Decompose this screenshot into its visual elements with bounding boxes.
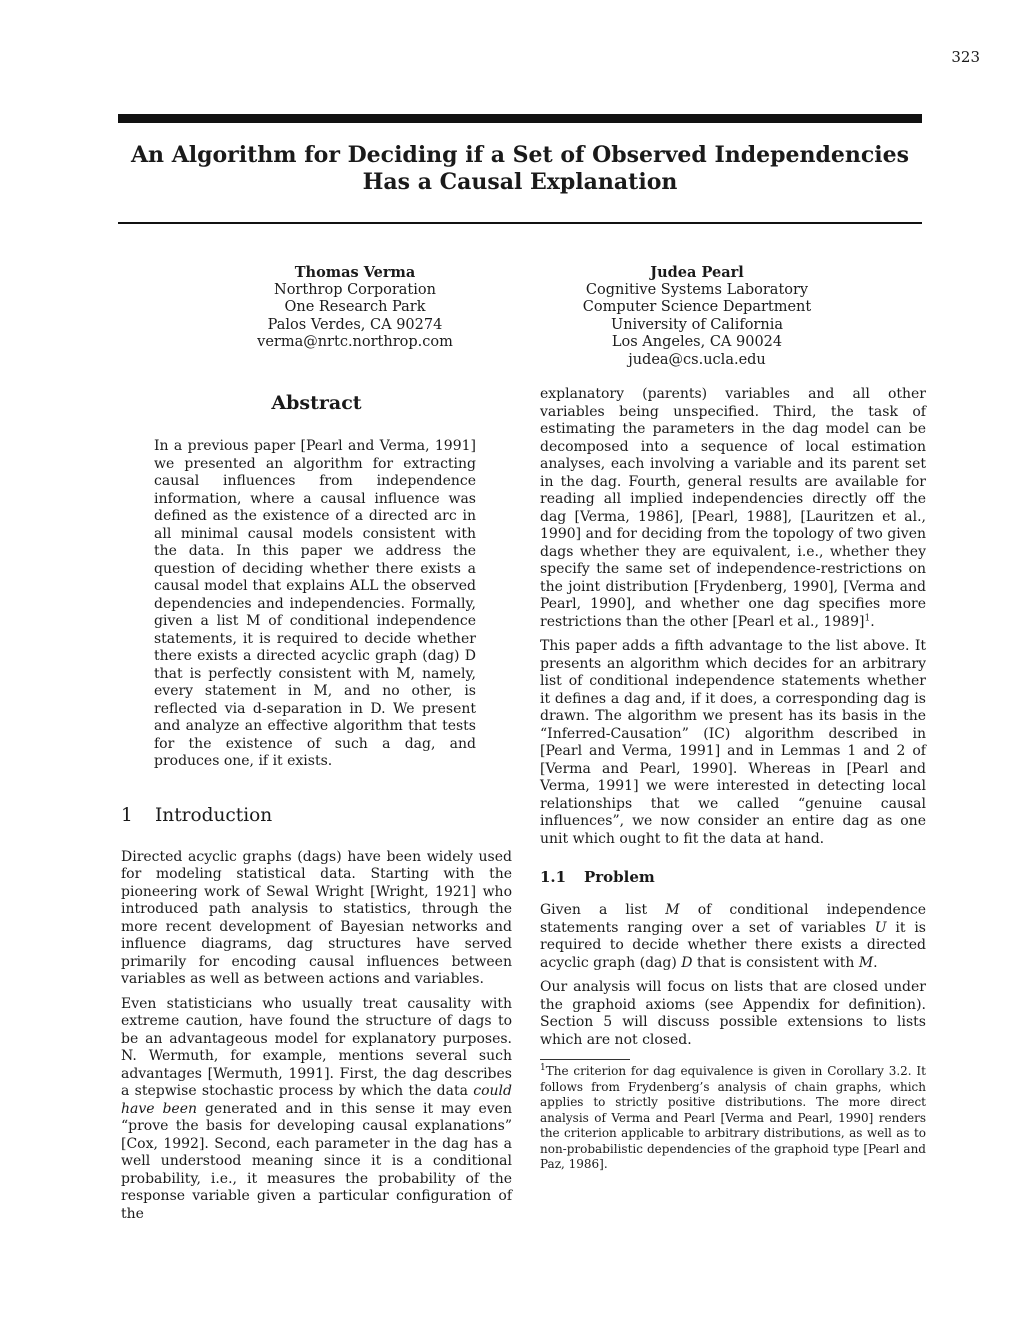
- text-run: of conditional independence statements ranging over a set of variables: [540, 902, 926, 936]
- top-rule: [118, 114, 922, 123]
- title-line-1: An Algorithm for Deciding if a Set of Observed Independencies: [130, 142, 910, 168]
- abstract-heading: Abstract: [271, 392, 362, 414]
- section-title: Introduction: [155, 804, 273, 826]
- footnote: [540, 1064, 926, 1173]
- text-run: it is required to decide whether there exists a directed acyclic graph (dag): [540, 919, 926, 971]
- math-symbol: M: [665, 902, 680, 918]
- subsection-heading-problem: [540, 868, 926, 886]
- text-run: .: [870, 613, 875, 630]
- text-run: .: [873, 954, 878, 971]
- author-affiliation: University of California: [611, 316, 783, 333]
- text-run: explanatory (parents) variables and all other variables being unspecified. Third, the task of estimating the parameters in the dag model can be decomposed into a sequence of local estimation analyses, each involving a variable and its parent set in the dag. Fourth, general results are available for reading all implied independencies directly off the dag [Verma, 1986], [Pearl, 1988], [Lauritzen et al., 1990] and for deciding from the topology of two given dags whether they are equivalent, i.e., whether they specify the same set of independence-restrictions on the joint distribution [Frydenberg, 1990], [Verma and Pearl, 1990], and whether one dag specifies more restrictions than the other [Pearl et al., 1989]: [540, 386, 926, 630]
- math-symbol: D: [681, 954, 693, 971]
- footnote-text: The criterion for dag equivalence is given in Corollary 3.2. It follows from Frydenberg’s analysis of chain graphs, which applies to strictly positive distributions. The more direct analysis of Verma and Pearl [Verma and Pearl, 1990] renders the criterion applicable to arbitrary distributions, as well as to non-probabilistic dependencies of the graphoid type [Pearl and Paz, 1986].: [540, 1064, 926, 1171]
- problem-paragraph: Our analysis will focus on lists that are closed under the graphoid axioms (see Appendix for definition). Section 5 will discuss possible extensions to lists which are not closed.: [540, 979, 926, 1048]
- text-run: that is consistent with: [692, 954, 859, 971]
- author-affiliation: Northrop Corporation: [274, 281, 436, 298]
- author-address: Los Angeles, CA 90024: [611, 334, 783, 350]
- author-name: Judea Pearl: [650, 264, 744, 281]
- footnote-mark: 1: [540, 1063, 546, 1073]
- title-rule: [118, 222, 922, 224]
- text-run: Given a list: [540, 902, 666, 918]
- math-symbol: U: [874, 919, 887, 936]
- intro-paragraph: This paper adds a fifth advantage to the list above. It presents an algorithm which decides for an arbitrary list of conditional independence statements whether it defines a dag and, if it does, a corresponding dag is drawn. The algorithm we present has its basis in the “Inferred-Causation” (IC) algorithm described in [Pearl and Verma, 1991] and in Lemmas 1 and 2 of [Verma and Pearl, 1990]. Whereas in [Pearl and Verma, 1991] we were interested in detecting local relationships that we called “genuine causal influences”, we now consider an entire dag as one unit which ought to fit the data at hand.: [540, 638, 926, 847]
- text-run: generated and in this sense it may even “prove the basis for developing causal explanations” [Cox, 1992]. Second, each parameter in the dag has a well understood meaning since it is a conditional probability, i.e., it measures the probability of the response variable given a particular configuration of the: [121, 1100, 512, 1222]
- author-block-pearl: [532, 264, 862, 369]
- emphasis: could have been: [121, 1083, 512, 1117]
- section-number: 1: [121, 804, 133, 826]
- subsection-title: Problem: [584, 868, 655, 886]
- paper-title: [118, 142, 922, 196]
- author-address: Palos Verdes, CA 90274: [267, 316, 443, 333]
- author-email: judea@cs.ucla.edu: [628, 351, 766, 368]
- abstract-text: In a previous paper [Pearl and Verma, 1991] we presented an algorithm for extracting causal influences from independence information, where a causal influence was defined as the existence of a directed arc in all minimal causal models consistent with the data. In this paper we address the question of deciding whether there exists a causal model that explains ALL the observed dependencies and independencies. Formally, given a list M of conditional independence statements, it is required to decide whether there exists a directed acyclic graph (dag) D that is perfectly consistent with M, namely, every statement in M, and no other, is reflected via d-separation in D. We present and analyze an effective algorithm that tests for the existence of such a dag, and produces one, if it exists.: [154, 438, 476, 769]
- problem-paragraph: [540, 902, 926, 972]
- page-number: 323: [951, 48, 980, 66]
- footnote-reference: 1: [864, 612, 871, 623]
- text-run: Even statisticians who usually treat causality with extreme caution, have found the structure of dags to be an advantageous model for explanatory purposes. N. Wermuth, for example, mentions several such advantages [Wermuth, 1991]. First, the dag describes a stepwise stochastic process by which the data: [121, 995, 512, 1099]
- author-affiliation: Cognitive Systems Laboratory: [585, 281, 809, 298]
- author-email: verma@nrtc.northrop.com: [257, 334, 453, 350]
- footnote-rule: [540, 1059, 630, 1060]
- author-affiliation: Computer Science Department: [582, 299, 812, 315]
- subsection-number: 1.1: [540, 868, 567, 886]
- right-column: [540, 386, 926, 1180]
- intro-paragraph: [121, 996, 512, 1224]
- left-column: [121, 392, 512, 1230]
- section-heading-introduction: [121, 805, 512, 827]
- author-address: One Research Park: [284, 299, 426, 315]
- math-symbol: M: [858, 954, 874, 971]
- intro-paragraph: [540, 386, 926, 631]
- author-name: Thomas Verma: [294, 264, 416, 281]
- author-block-verma: [190, 264, 520, 352]
- intro-paragraph: Directed acyclic graphs (dags) have been widely used for modeling statistical data. Starting with the pioneering work of Sewal Wright [Wright, 1921] who introduced path analysis to statistics, through the more recent development of Bayesian networks and influence diagrams, dag structures have served primarily for encoding causal influences between variables as well as between actions and variables.: [121, 848, 512, 987]
- title-line-2: Has a Causal Explanation: [362, 169, 678, 195]
